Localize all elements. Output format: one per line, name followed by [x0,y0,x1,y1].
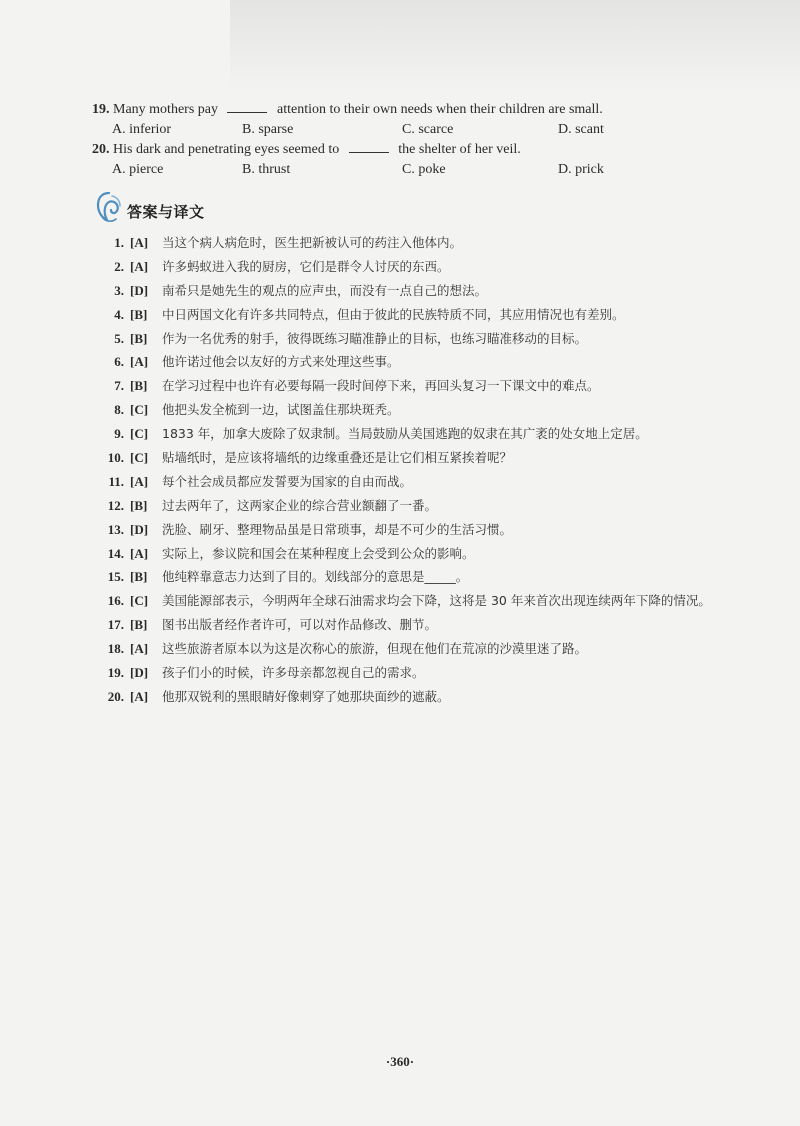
question-19 [92,100,752,140]
answer-number: 18. [107,641,124,657]
question-number: 20. [92,142,110,157]
answer-translation: 中日两国文化有许多共同特点，但由于彼此的民族特质不同，其应用情况也有差别。 [162,306,625,322]
answer-translation: 1833 年，加拿大废除了奴隶制。当局鼓励从美国逃跑的奴隶在其广袤的处女地上定居。 [162,426,648,442]
answer-row [100,303,740,327]
answer-row [100,685,740,709]
answer-translation: 过去两年了，这两家企业的综合营业额翻了一番。 [162,497,438,513]
answer-key: [A] [130,688,149,704]
answer-key: [B] [130,378,148,394]
answer-row [100,374,740,398]
answer-translation: 美国能源部表示，今明两年全球石油需求均会下降，这将是 30 年来首次出现连续两年下降的情况。 [162,593,711,609]
answer-key: [B] [130,306,148,322]
answer-row [100,494,740,518]
answer-translation: 这些旅游者原本以为这是次称心的旅游，但现在他们在荒凉的沙漠里迷了路。 [162,641,588,657]
answer-row [100,231,740,255]
answer-number: 16. [107,593,124,609]
option-a: A. pierce [112,162,164,177]
answer-number: 19. [107,665,124,681]
option-c: C. poke [402,162,446,177]
answer-key: [B] [130,330,148,346]
answer-translation: 实际上，参议院和国会在某种程度上会受到公众的影响。 [162,545,475,561]
answer-translation: 南希只是她先生的观点的应声虫，而没有一点自己的想法。 [162,282,488,298]
answer-translation: 他把头发全梳到一边，试图盖住那块斑秃。 [162,402,400,418]
answer-translation: 贴墙纸时，是应该将墙纸的边缘重叠还是让它们相互紧挨着呢？ [162,450,513,466]
section-header [95,190,205,224]
option-row [92,120,752,140]
answer-translation: 孩子们小的时候，许多母亲都忽视自己的需求。 [162,665,425,681]
question-20 [92,140,752,180]
answer-number: 20. [107,688,124,704]
option-c: C. scarce [402,122,454,137]
answer-number: 2. [114,258,124,274]
answer-section-icon [95,190,123,224]
answer-key: [C] [130,426,149,442]
option-b: B. thrust [242,162,291,177]
answer-row [100,518,740,542]
answer-key: [B] [130,497,148,513]
answer-key: [A] [130,641,149,657]
answer-number: 8. [114,402,124,418]
answer-key: [D] [130,521,149,537]
answer-row [100,542,740,566]
answer-number: 9. [114,426,124,442]
stem-text-before: Many mothers pay [113,102,218,117]
page-number: ·360· [385,1054,415,1069]
answer-row [100,637,740,661]
answer-translation: 图书出版者经作者许可，可以对作品修改、删节。 [162,617,438,633]
answer-blank [227,100,267,113]
answer-number: 5. [114,330,124,346]
option-d: D. scant [558,122,604,137]
answer-key: [C] [130,593,149,609]
stem-text-after: the shelter of her veil. [398,142,521,157]
question-stem [92,100,752,120]
stem-text-before: His dark and penetrating eyes seemed to [113,142,340,157]
answer-translation: 当这个病人病危时，医生把新被认可的药注入他体内。 [162,235,463,250]
option-b: B. sparse [242,122,294,137]
answer-row [100,422,740,446]
section-title: 答案与译文 [127,202,205,221]
answer-translation: 每个社会成员都应发誓要为国家的自由而战。 [162,473,413,489]
answer-number: 14. [107,545,124,561]
answer-row [100,446,740,470]
answer-number: 15. [107,569,124,585]
scan-shadow [230,0,800,90]
option-a: A. inferior [112,122,172,137]
answer-translation: 在学习过程中也许有必要每隔一段时间停下来，再回头复习一下课文中的难点。 [162,378,600,394]
answer-number: 17. [107,617,124,633]
answer-row [100,661,740,685]
answer-key: [A] [130,473,149,489]
answer-key: [A] [130,545,149,561]
answer-key: [A] [130,258,149,274]
answer-number: 4. [114,306,124,322]
answer-key: [C] [130,450,149,466]
option-d: D. prick [558,162,604,177]
question-stem [92,140,752,160]
answer-key: [B] [130,569,148,585]
answer-translation: 洗脸、刷牙、整理物品虽是日常琐事，却是不可少的生活习惯。 [162,521,513,537]
answer-blank [349,140,389,153]
answer-row [100,589,740,613]
answer-row [100,613,740,637]
answer-number: 1. [114,235,124,250]
answer-row [100,279,740,303]
answer-number: 12. [107,497,124,513]
answer-key: [D] [130,282,149,298]
option-row [92,160,752,180]
answer-translation: 他纯粹靠意志力达到了目的。划线部分的意思是_____。 [162,569,469,585]
answer-row [100,255,740,279]
answer-key: [D] [130,665,149,681]
answer-row [100,398,740,422]
answer-translation: 作为一名优秀的射手，彼得既练习瞄准静止的目标，也练习瞄准移动的目标。 [162,330,588,346]
stem-text-after: attention to their own needs when their children are small. [276,102,603,117]
answer-list [100,231,740,709]
answer-number: 3. [114,282,124,298]
answer-row [100,470,740,494]
answer-key: [C] [130,402,149,418]
answer-translation: 许多蚂蚁进入我的厨房，它们是群令人讨厌的东西。 [162,258,450,274]
answer-number: 13. [107,521,124,537]
answer-number: 11. [108,473,124,489]
answer-number: 6. [114,354,124,370]
answer-number: 7. [114,378,124,394]
answer-key: [A] [130,235,149,250]
answer-row [100,327,740,351]
answer-translation: 他许诺过他会以友好的方式来处理这些事。 [162,354,400,370]
answer-translation: 他那双锐利的黑眼睛好像刺穿了她那块面纱的遮蔽。 [162,688,450,704]
answer-row [100,350,740,374]
answer-key: [B] [130,617,148,633]
answer-number: 10. [107,450,124,466]
answer-key: [A] [130,354,149,370]
question-number: 19. [92,102,110,117]
answer-row [100,565,740,589]
